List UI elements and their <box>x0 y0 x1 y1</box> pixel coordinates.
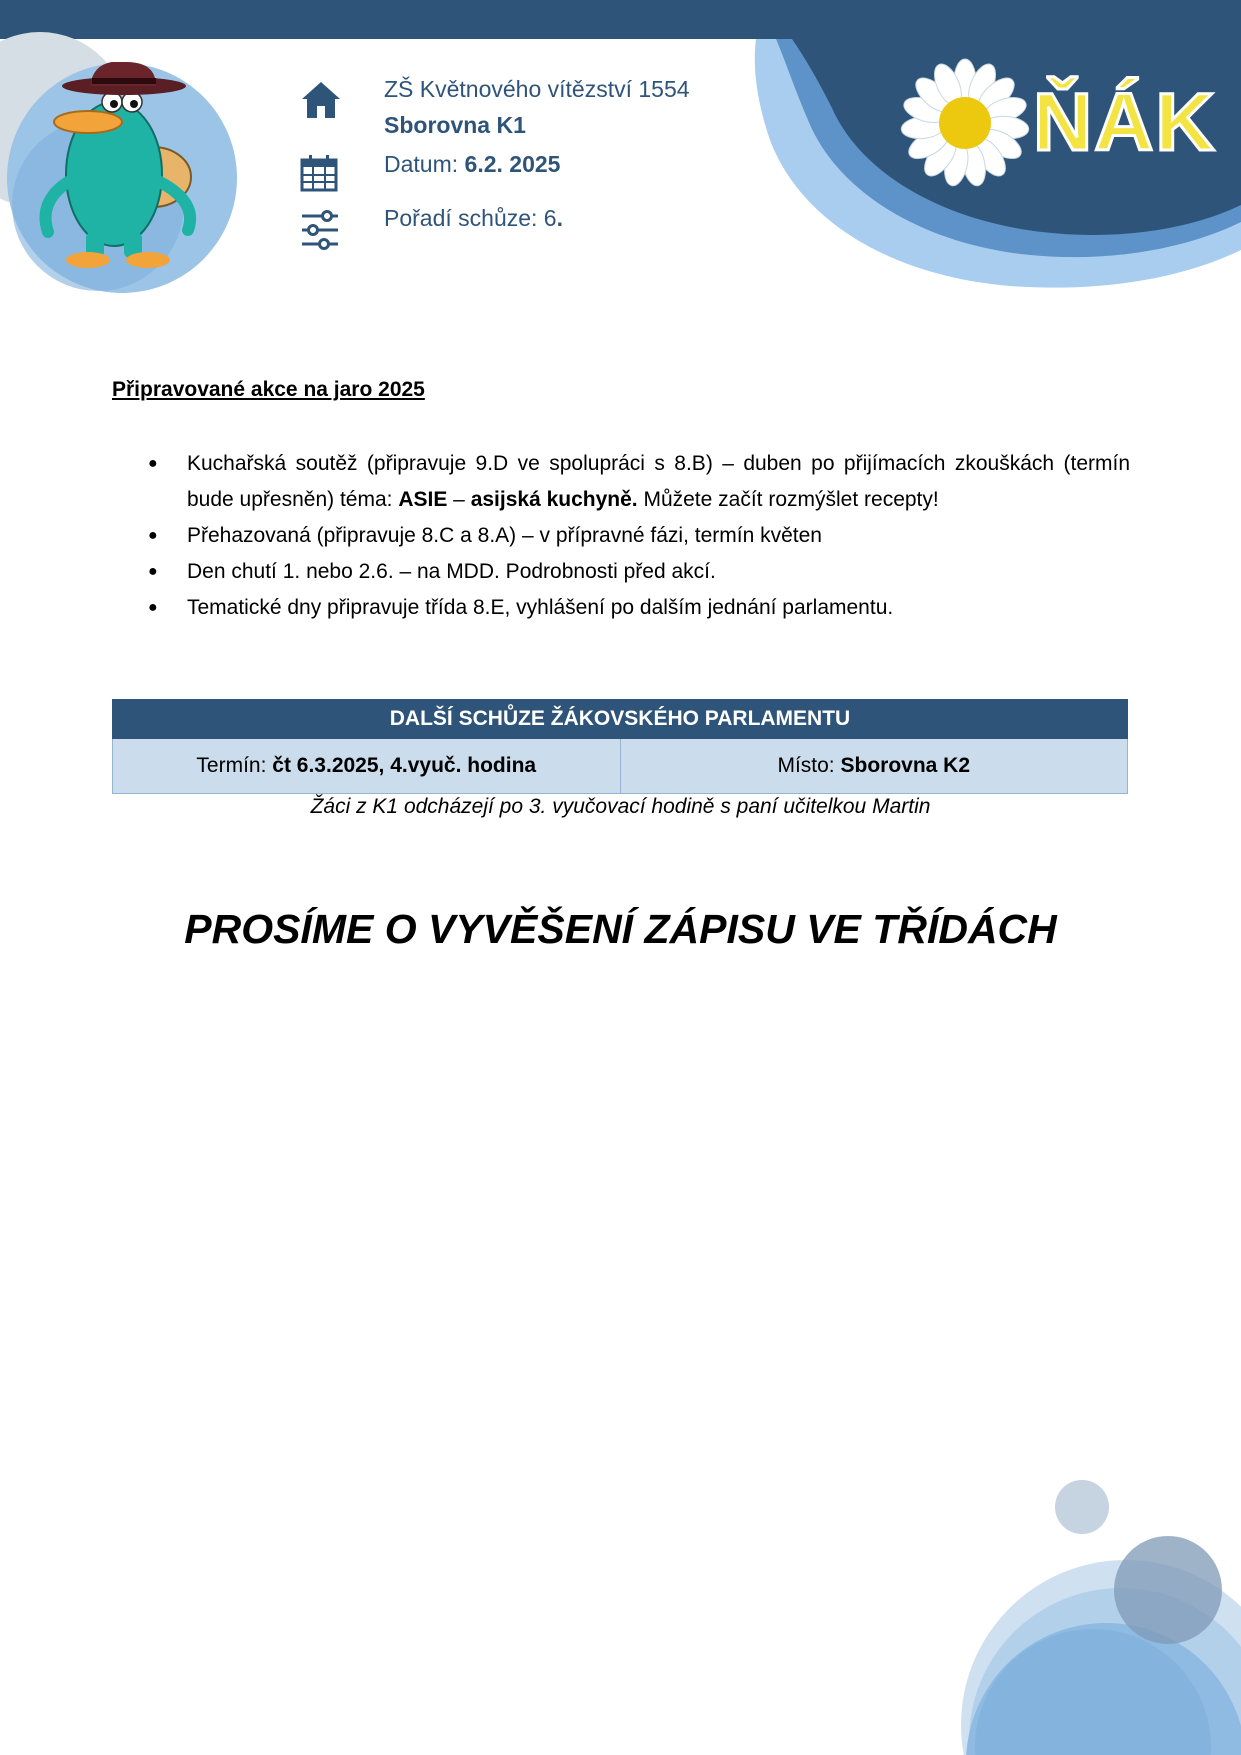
next-meeting-heading: DALŠÍ SCHŮZE ŽÁKOVSKÉHO PARLAMENTU <box>113 700 1128 739</box>
next-meeting-table <box>112 699 1128 794</box>
school-address: ZŠ Květnového vítězství 1554 <box>384 76 690 102</box>
footer-notice: PROSÍME O VYVĚŠENÍ ZÁPISU VE TŘÍDÁCH <box>184 906 1057 952</box>
list-item: ● Den chutí 1. nebo 2.6. – na MDD. Podrobnosti před akcí. <box>112 554 1130 590</box>
list-item: ● Tematické dny připravuje třída 8.E, vyhlášení po dalším jednání parlamentu. <box>112 590 1130 626</box>
home-icon <box>300 80 342 120</box>
list-item: ● Přehazovaná (připravuje 8.C a 8.A) – v přípravné fázi, termín květen <box>112 518 1130 554</box>
sliders-icon <box>300 210 340 250</box>
mascot-illustration <box>28 62 228 272</box>
meeting-note: Žáci z K1 odcházejí po 3. vyučovací hodině s paní učitelkou Martin <box>310 795 931 818</box>
bottom-decoration <box>881 1455 1241 1755</box>
meeting-order: Pořadí schůze: 6. <box>384 205 563 231</box>
meeting-place-cell: Místo: Sborovna K2 <box>620 739 1128 794</box>
room-name: Sborovna K1 <box>384 112 526 138</box>
daisy-logo-icon <box>900 58 1030 188</box>
list-item: ● Kuchařská soutěž (připravuje 9.D ve spolupráci s 8.B) – duben po přijímacích zkouškách (termín bude upřesněn) téma: ASIE – asijská kuchyně. Můžete začít rozmýšlet recepty! <box>112 446 1130 518</box>
meeting-term-cell: Termín: čt 6.3.2025, 4.vyuč. hodina <box>113 739 621 794</box>
calendar-icon <box>300 154 338 192</box>
logo-text: ŇÁK <box>1033 77 1217 168</box>
meeting-date: Datum: 6.2. 2025 <box>384 151 561 177</box>
section-title: Připravované akce na jaro 2025 <box>112 378 425 401</box>
events-list <box>112 446 1130 626</box>
